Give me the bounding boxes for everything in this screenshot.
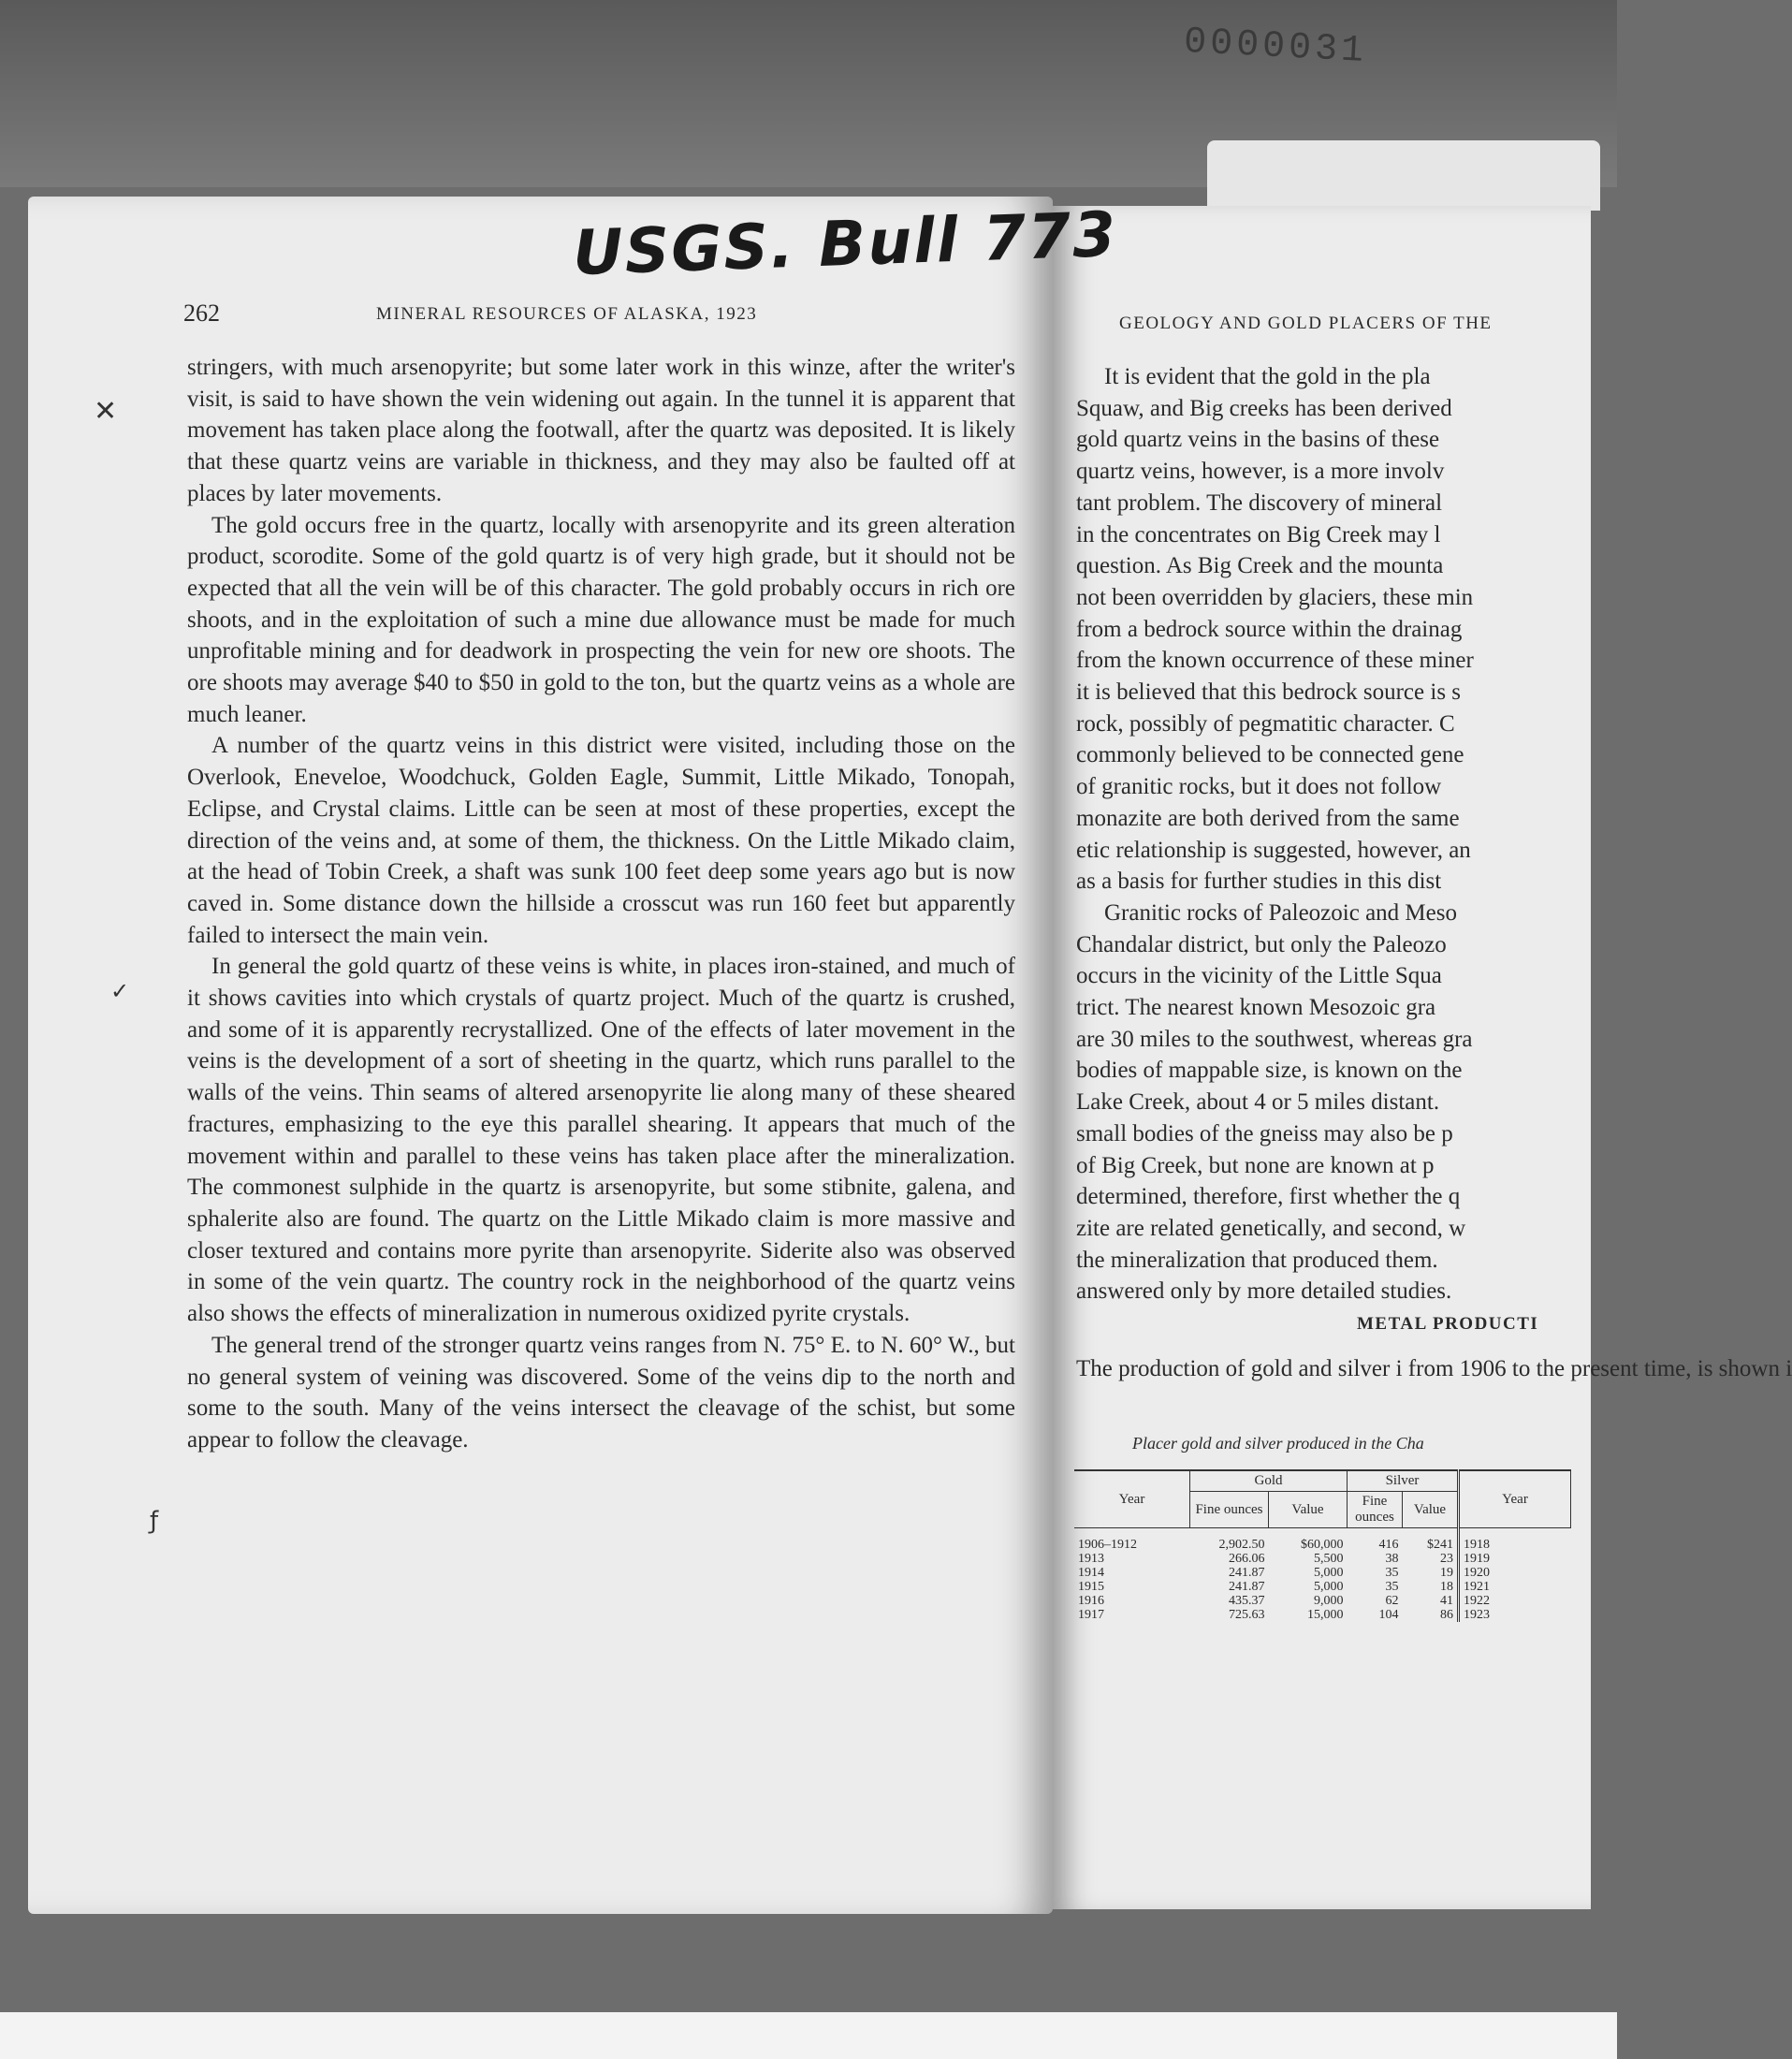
production-table-wrap bbox=[1074, 1469, 1598, 1622]
paragraph: The general trend of the stronger quartz veins ranges from N. 75° E. to N. 60° W., but no general system of veining was discovered. Some of the veins dip to the north and some to the south. Many of the veins intersect the cleavage of the schist, but some appear to follow the cleavage. bbox=[187, 1332, 1015, 1453]
text-line: occurs in the vicinity of the Little Squa bbox=[1076, 963, 1442, 989]
left-body-text bbox=[187, 352, 1015, 1456]
table-cell: 1921 bbox=[1459, 1580, 1571, 1594]
right-body-text bbox=[1076, 361, 1600, 1307]
text-line: zite are related genetically, and second, w bbox=[1076, 1215, 1466, 1241]
table-cell: 19 bbox=[1440, 1566, 1453, 1580]
header-silver-value: Value bbox=[1403, 1492, 1459, 1528]
text-line: of granitic rocks, but it does not follow bbox=[1076, 774, 1442, 800]
text-line: question. As Big Creek and the mounta bbox=[1076, 553, 1444, 579]
text-line: not been overridden by glaciers, these min bbox=[1076, 584, 1474, 610]
table-cell: 23 bbox=[1440, 1552, 1453, 1566]
table-cell: 725.63 bbox=[1229, 1608, 1265, 1622]
table-cell: 1916 bbox=[1078, 1594, 1104, 1608]
table-row bbox=[1074, 1580, 1571, 1594]
margin-check-mark: ✕ bbox=[94, 395, 118, 428]
table-row bbox=[1074, 1608, 1571, 1622]
paragraph: stringers, with much arsenopyrite; but some later work in this winze, after the writer's visit, is said to have shown the vein widening out again. In the tunnel it is apparent that movement has taken place along the footwall, after the quartz was deposited. It is likely that these quartz veins are variable in thickness, and they may also be faulted off at places by later movements. bbox=[187, 355, 1015, 506]
right-running-head: GEOLOGY AND GOLD PLACERS OF THE bbox=[1119, 314, 1493, 333]
header-silver: Silver bbox=[1348, 1470, 1459, 1492]
table-cell: 38 bbox=[1385, 1552, 1399, 1566]
text-line: the mineralization that produced them. bbox=[1076, 1247, 1438, 1273]
table-cell: 15,000 bbox=[1307, 1608, 1344, 1622]
header-gold-fine-ounces: Fine ounces bbox=[1190, 1492, 1269, 1528]
text-line: trict. The nearest known Mesozoic gra bbox=[1076, 995, 1436, 1021]
table-cell: 86 bbox=[1440, 1608, 1453, 1622]
paragraph: In general the gold quartz of these veins is white, in places iron-stained, and much of it shows cavities into which crystals of quartz project. Much of the quartz is crushed, and some of it is apparently recrystallized. One of the effects of later movement in the veins is the development of a sort of sheeting in the quartz, which runs parallel to the walls of the veins. Thin seams of altered arsenopyrite lie along many of these sheared fractures, emphasizing to the eye this parallel shearing. It appears that much of the movement within and parallel to these veins has taken place after the mineralization. The commonest sulphide in the quartz is arsenopyrite, but some stibnite, galena, and sphalerite also are found. The quartz on the Little Mikado claim is more massive and closer textured and contains more pyrite than arsenopyrite. Siderite also was observed in some of the vein quartz. The country rock in the neighborhood of the quartz veins also shows the effects of mineralization in numerous oxidized pyrite crystals. bbox=[187, 954, 1015, 1327]
table-cell: 18 bbox=[1440, 1580, 1453, 1594]
table-cell: $241 bbox=[1427, 1538, 1453, 1552]
paragraph: The gold occurs free in the quartz, locally with arsenopyrite and its green alteration product, scorodite. Some of the gold quartz is of very high grade, but it should not be expected that all the vein will be of this character. The gold probably occurs in rich ore shoots, and in the exploitation of such a mine due allowance must be made for much unprofitable mining and for deadwork in prospecting the vein for new ore shoots. The ore shoots may average $40 to $50 in gold to the ton, but the quartz veins as a whole are much leaner. bbox=[187, 512, 1015, 727]
text-line: Granitic rocks of Paleozoic and Meso bbox=[1104, 899, 1457, 926]
table-cell: 435.37 bbox=[1229, 1594, 1265, 1608]
table-cell: 62 bbox=[1385, 1594, 1399, 1608]
production-table bbox=[1074, 1469, 1571, 1622]
text-line: of Big Creek, but none are known at p bbox=[1076, 1152, 1435, 1178]
page-tab-edge bbox=[1207, 140, 1600, 211]
table-cell: 241.87 bbox=[1229, 1566, 1265, 1580]
table-caption: Placer gold and silver produced in the Cha bbox=[1132, 1434, 1424, 1453]
text-line: quartz veins, however, is a more involv bbox=[1076, 459, 1445, 485]
table-cell: 104 bbox=[1378, 1608, 1399, 1622]
table-cell: $60,000 bbox=[1301, 1538, 1344, 1552]
table-cell: 416 bbox=[1378, 1538, 1399, 1552]
text-line: tant problem. The discovery of mineral bbox=[1076, 489, 1443, 516]
table-cell: 1915 bbox=[1078, 1580, 1104, 1594]
text-line: Squaw, and Big creeks has been derived bbox=[1076, 395, 1452, 421]
table-cell: 1923 bbox=[1459, 1608, 1571, 1622]
page-number: 262 bbox=[183, 299, 220, 327]
text-line: small bodies of the gneiss may also be p bbox=[1076, 1120, 1453, 1146]
table-cell: 266.06 bbox=[1229, 1552, 1265, 1566]
table-cell: 1906–1912 bbox=[1078, 1538, 1137, 1552]
text-line: it is believed that this bedrock source is s bbox=[1076, 679, 1462, 706]
header-gold-value: Value bbox=[1269, 1492, 1348, 1528]
text-line: gold quartz veins in the basins of these bbox=[1076, 427, 1440, 453]
table-cell: 1918 bbox=[1459, 1528, 1571, 1553]
text-line: answered only by more detailed studies. bbox=[1076, 1278, 1452, 1305]
text-line: from the known occurrence of these miner bbox=[1076, 648, 1474, 674]
text-line: in the concentrates on Big Creek may l bbox=[1076, 521, 1441, 548]
text-line: It is evident that the gold in the pla bbox=[1104, 364, 1431, 389]
text-line: monazite are both derived from the same bbox=[1076, 805, 1460, 831]
text-line: The production of gold and silver i bbox=[1076, 1356, 1403, 1381]
table-cell: 5,500 bbox=[1314, 1552, 1344, 1566]
table-row bbox=[1074, 1528, 1571, 1553]
text-line: determined, therefore, first whether the q bbox=[1076, 1184, 1461, 1210]
table-row bbox=[1074, 1552, 1571, 1566]
document-stamp: 0000031 bbox=[1182, 21, 1369, 74]
margin-check-mark: ƒ bbox=[150, 1507, 159, 1535]
margin-check-mark: ✓ bbox=[110, 978, 130, 1004]
text-line: etic relationship is suggested, however, an bbox=[1076, 837, 1471, 863]
section-heading: METAL PRODUCTI bbox=[1357, 1314, 1539, 1334]
text-line: Lake Creek, about 4 or 5 miles distant. bbox=[1076, 1089, 1440, 1116]
text-line: commonly believed to be connected gene bbox=[1076, 742, 1464, 768]
production-text bbox=[1076, 1353, 1792, 1385]
table-cell: 1919 bbox=[1459, 1552, 1571, 1566]
text-line: rock, possibly of pegmatitic character. C bbox=[1076, 710, 1455, 737]
header-silver-fine-ounces: Fine ounces bbox=[1348, 1492, 1403, 1528]
text-line: bodies of mappable size, is known on the bbox=[1076, 1058, 1463, 1084]
text-line: from a bedrock source within the drainag bbox=[1076, 616, 1463, 642]
header-year: Year bbox=[1074, 1470, 1190, 1528]
table-cell: 1914 bbox=[1078, 1566, 1104, 1580]
table-row bbox=[1074, 1566, 1571, 1580]
text-line: as a basis for further studies in this dist bbox=[1076, 869, 1442, 895]
table-cell: 1913 bbox=[1078, 1552, 1104, 1566]
table-cell: 41 bbox=[1440, 1594, 1453, 1608]
table-cell: 35 bbox=[1385, 1580, 1399, 1594]
table-cell: 1920 bbox=[1459, 1566, 1571, 1580]
text-line: Chandalar district, but only the Paleozo bbox=[1076, 931, 1447, 957]
table-cell: 5,000 bbox=[1314, 1580, 1344, 1594]
table-cell: 1917 bbox=[1078, 1608, 1104, 1622]
left-running-head: MINERAL RESOURCES OF ALASKA, 1923 bbox=[376, 304, 758, 324]
table-cell: 5,000 bbox=[1314, 1566, 1344, 1580]
paragraph: A number of the quartz veins in this district were visited, including those on the Overlook, Eneveloe, Woodchuck, Golden Eagle, Summit, Little Mikado, Tonopah, Eclipse, and Crystal claims. Little can be seen at most of these properties, except the direction of the veins and, at some of them, the thickness. On the Little Mikado claim, at the head of Tobin Creek, a shaft was sunk 100 feet deep some years ago but is now caved in. Some distance down the hillside a crosscut was run 160 feet but apparently failed to intersect the main vein. bbox=[187, 733, 1015, 948]
scan-bottom-margin bbox=[0, 2012, 1617, 2059]
handwritten-label: USGS. Bull 773 bbox=[571, 197, 1119, 290]
table-cell: 9,000 bbox=[1314, 1594, 1344, 1608]
text-line: from 1906 to the present time, is shown i bbox=[1407, 1356, 1792, 1381]
table-cell: 241.87 bbox=[1229, 1580, 1265, 1594]
header-year-2: Year bbox=[1459, 1470, 1571, 1528]
table-row bbox=[1074, 1594, 1571, 1608]
header-gold: Gold bbox=[1190, 1470, 1348, 1492]
table-cell: 2,902.50 bbox=[1218, 1538, 1265, 1552]
table-cell: 1922 bbox=[1459, 1594, 1571, 1608]
text-line: are 30 miles to the southwest, whereas gra bbox=[1076, 1026, 1473, 1052]
table-cell: 35 bbox=[1385, 1566, 1399, 1580]
